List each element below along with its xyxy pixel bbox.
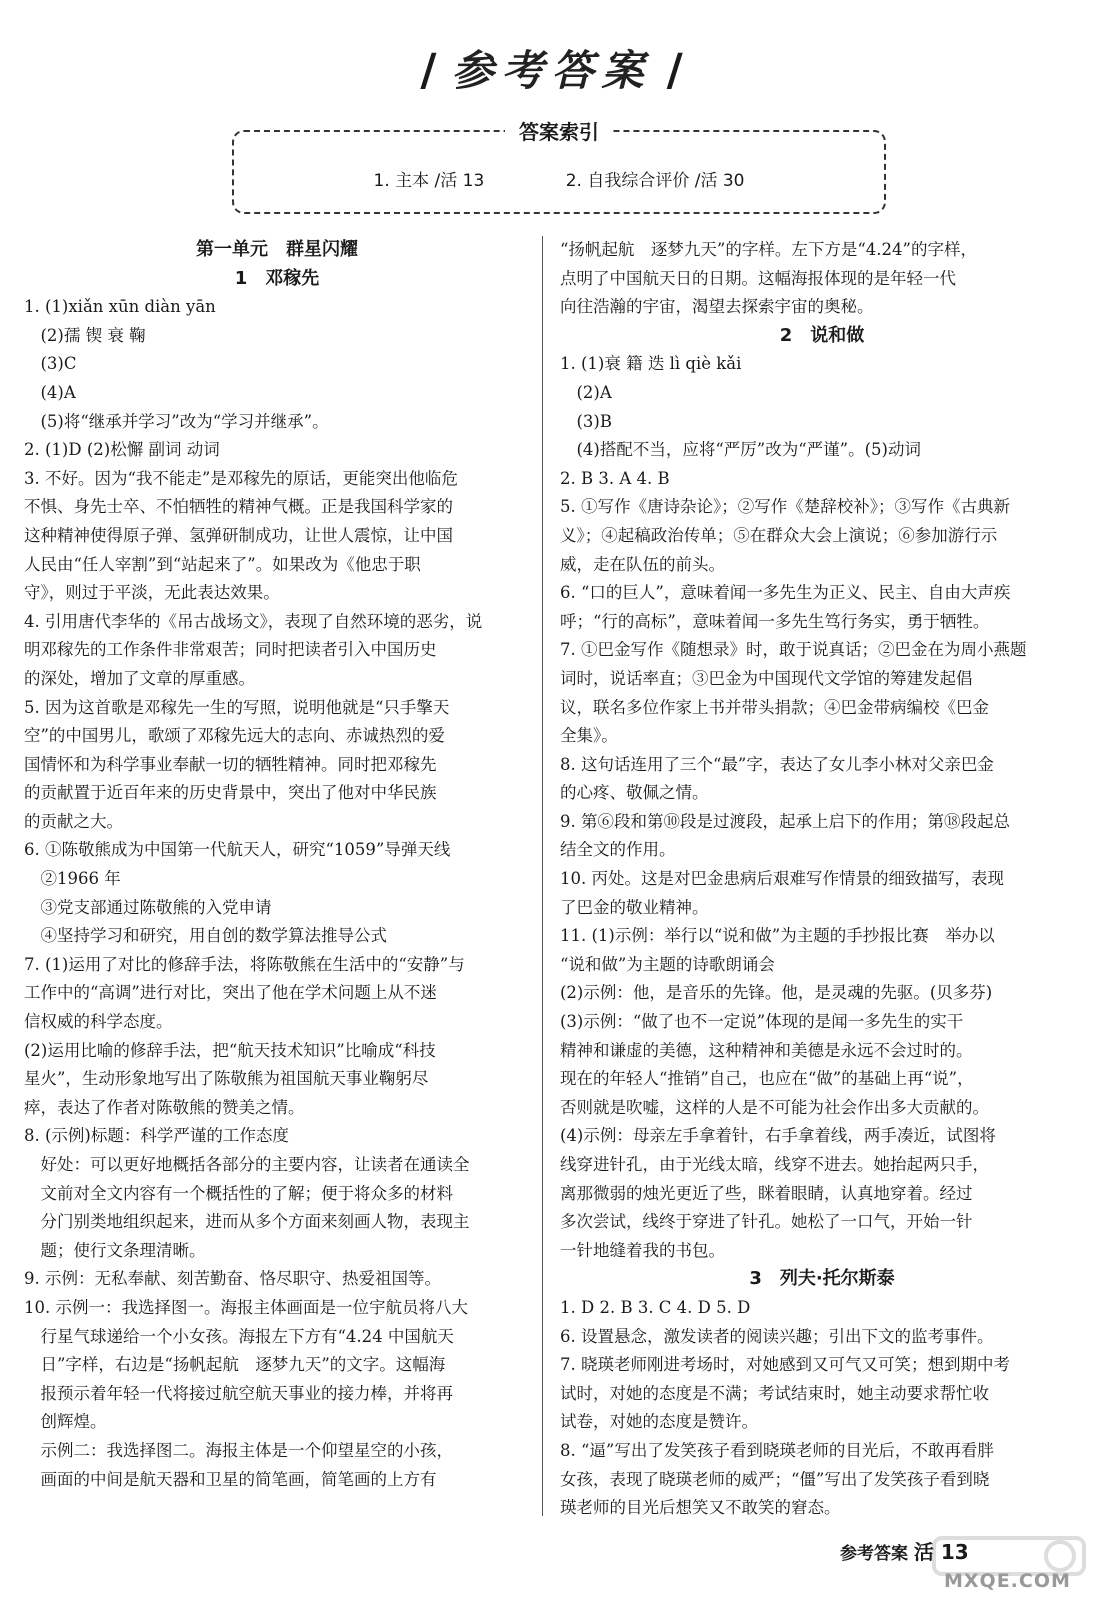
answer-line: 否则就是吹嘘，这样的人是不可能为社会作出多大贡献的。 bbox=[560, 1097, 989, 1117]
answer-line: 10. 示例一：我选择图一。海报主体画面是一位宇航员将八大 bbox=[24, 1297, 468, 1317]
answer-line: (2)示例：他，是音乐的先锋。他，是灵魂的先驱。(贝多芬) bbox=[560, 983, 993, 1003]
answer-line: 精神和谦虚的美德，这种精神和美德是永远不会过时的。 bbox=[560, 1040, 973, 1060]
answer-line: 7. (1)运用了对比的修辞手法，将陈敬熊在生活中的“安静”与 bbox=[24, 954, 465, 974]
answer-line: ②1966 年 bbox=[24, 869, 121, 889]
answer-line: 行星气球递给一个小女孩。海报左下方有“4.24 中国航天 bbox=[24, 1326, 454, 1346]
answer-line: ④坚持学习和研究，用自创的数学算法推导公式 bbox=[24, 926, 387, 946]
answer-line: 瑛老师的目光后想笑又不敢笑的窘态。 bbox=[560, 1498, 841, 1518]
answer-line: 3. 不好。因为“我不能走”是邓稼先的原话，更能突出他临危 bbox=[24, 468, 458, 488]
answer-line: 空”的中国男儿，歌颂了邓稼先远大的志向、赤诚热烈的爱 bbox=[24, 726, 445, 746]
answer-index-box bbox=[232, 120, 886, 214]
answer-line: 义》；④起稿政治传单；⑤在群众大会上演说；⑥参加游行示 bbox=[560, 525, 998, 545]
answer-line: 5. ①写作《唐诗杂论》；②写作《楚辞校补》；③写作《古典新 bbox=[560, 497, 1010, 517]
answer-line: 9. 第⑥段和第⑩段是过渡段，起承上启下的作用；第⑱段起总 bbox=[560, 811, 1010, 831]
answer-line: (4)A bbox=[24, 382, 76, 402]
answer-line: 6. “口的巨人”，意味着闻一多先生为正义、民主、自由大声疾 bbox=[560, 583, 1011, 603]
unit-heading: 第一单元 群星闪耀 bbox=[196, 239, 358, 260]
answer-line: (4)示例：母亲左手拿着针，右手拿着线，两手凑近，试图将 bbox=[560, 1126, 996, 1146]
answer-line: 星火”，生动形象地写出了陈敬熊为祖国航天事业鞠躬尽 bbox=[24, 1069, 429, 1089]
answer-line: 了巴金的敬业精神。 bbox=[560, 897, 709, 917]
answer-line: 示例二：我选择图二。海报主体是一个仰望星空的小孩， bbox=[24, 1440, 453, 1460]
answer-line: 工作中的“高调”进行对比，突出了他在学术问题上从不迷 bbox=[24, 983, 437, 1003]
answer-line: 文前对全文内容有一个概括性的了解；便于将众多的材料 bbox=[24, 1183, 453, 1203]
answer-line: 人民由“任人宰割”到“站起来了”。如果改为《他忠于职 bbox=[24, 554, 421, 574]
answer-line: 向往浩瀚的宇宙，渴望去探索宇宙的奥秘。 bbox=[560, 297, 874, 317]
answer-line: (5)将“继承并学习”改为“学习并继承”。 bbox=[24, 411, 329, 431]
answer-line: 1. (1)xiǎn xūn diàn yān bbox=[24, 297, 216, 317]
answer-line: 画面的中间是航天器和卫星的简笔画，简笔画的上方有 bbox=[24, 1469, 437, 1489]
answer-line: 不惧、身先士卒、不怕牺牲的精神气概。正是我国科学家的 bbox=[24, 497, 453, 517]
page-header bbox=[0, 38, 1103, 98]
answer-line: (3)B bbox=[560, 411, 612, 431]
answer-line: 呼；“行的高标”，意味着闻一多先生笃行务实，勇于牺牲。 bbox=[560, 611, 990, 631]
answer-line: 离那微弱的烛光更近了些，眯着眼睛，认真地穿着。经过 bbox=[560, 1183, 973, 1203]
answer-line: (2)A bbox=[560, 382, 612, 402]
answer-line: “扬帆起航 逐梦九天”的字样。左下方是“4.24”的字样， bbox=[560, 240, 977, 259]
title-slash-left: / bbox=[420, 45, 437, 96]
left-column bbox=[24, 236, 530, 1494]
answer-line: 全集》。 bbox=[560, 726, 618, 746]
answer-line: 国情怀和为科学事业奉献一切的牺牲精神。同时把邓稼先 bbox=[24, 754, 437, 774]
answer-line: 10. 丙处。这是对巴金患病后艰难写作情景的细致描写，表现 bbox=[560, 869, 1004, 889]
answer-line: (4)搭配不当，应将“严厉”改为“严谨”。(5)动词 bbox=[560, 440, 921, 460]
answer-line: 信权威的科学态度。 bbox=[24, 1012, 173, 1032]
answer-line: 好处：可以更好地概括各部分的主要内容，让读者在通读全 bbox=[24, 1155, 470, 1174]
answer-line: 6. 设置悬念，激发读者的阅读兴趣；引出下文的监考事件。 bbox=[560, 1326, 994, 1346]
answer-line: 8. (示例)标题：科学严谨的工作态度 bbox=[24, 1126, 289, 1146]
answer-line: 的贡献之大。 bbox=[24, 811, 123, 831]
answer-line: 7. 晓瑛老师刚进考场时，对她感到又可气又可笑；想到期中考 bbox=[560, 1355, 1010, 1375]
answer-line: 报预示着年轻一代将接过航空航天事业的接力棒，并将再 bbox=[24, 1383, 453, 1403]
answer-line: 分门别类地组织起来，进而从多个方面来刻画人物，表现主 bbox=[24, 1212, 470, 1232]
answer-line: (3)示例：“做了也不一定说”体现的是闻一多先生的实干 bbox=[560, 1012, 964, 1032]
answer-line: “说和做”为主题的诗歌朗诵会 bbox=[560, 954, 775, 974]
lesson-heading: 2 说和做 bbox=[779, 324, 865, 346]
lesson-heading: 1 邓稼先 bbox=[234, 267, 320, 289]
answer-line: (2)运用比喻的修辞手法，把“航天技术知识”比喻成“科技 bbox=[24, 1040, 436, 1060]
answer-line: 瘁，表达了作者对陈敬熊的赞美之情。 bbox=[24, 1097, 305, 1117]
answer-line: 这种精神使得原子弹、氢弹研制成功，让世人震惊，让中国 bbox=[24, 525, 453, 545]
answer-line: 线穿进针孔，由于光线太暗，线穿不进去。她抬起两只手， bbox=[560, 1155, 989, 1174]
answer-line: 守》，则过于平淡，无此表达效果。 bbox=[24, 583, 280, 603]
answer-line: 一针地缝着我的书包。 bbox=[560, 1240, 725, 1260]
answer-index-title: 答案索引 bbox=[505, 120, 613, 144]
answer-index-item-1: 1. 主本 /活 13 bbox=[373, 171, 485, 191]
column-divider bbox=[542, 236, 543, 1516]
answer-line: 2. (1)D (2)松懈 副词 动词 bbox=[24, 440, 220, 460]
answer-line: 多次尝试，线终于穿进了针孔。她松了一口气，开始一针 bbox=[560, 1212, 973, 1232]
answer-line: 试卷，对她的态度是赞许。 bbox=[560, 1412, 758, 1432]
watermark-text: MXQE.COM bbox=[944, 1570, 1071, 1592]
right-column bbox=[560, 236, 1084, 1523]
answer-line: (2)孺 锲 衰 鞠 bbox=[24, 325, 146, 345]
footer-label: 参考答案 bbox=[840, 1544, 908, 1564]
answer-line: 题；使行文条理清晰。 bbox=[24, 1240, 206, 1260]
answer-line: 议，联名多位作家上书并带头捐款；④巴金带病编校《巴金 bbox=[560, 697, 989, 717]
answer-line: 5. 因为这首歌是邓稼先一生的写照，说明他就是“只手擎天 bbox=[24, 697, 450, 717]
title-slash-right: / bbox=[666, 45, 683, 96]
answer-line: 词时，说话率直；③巴金为中国现代文学馆的筹建发起倡 bbox=[560, 668, 973, 688]
answer-line: 1. (1)衰 籍 迭 lì qiè kǎi bbox=[560, 354, 742, 374]
answer-line: 创辉煌。 bbox=[24, 1412, 107, 1432]
page-title: 参考答案 bbox=[451, 46, 652, 95]
answer-line: 的深处，增加了文章的厚重感。 bbox=[24, 668, 255, 688]
answer-line: 9. 示例：无私奉献、刻苦勤奋、恪尽职守、热爱祖国等。 bbox=[24, 1269, 441, 1289]
answer-line: (3)C bbox=[24, 354, 77, 374]
answer-line: 女孩，表现了晓瑛老师的威严；“僵”写出了发笑孩子看到晓 bbox=[560, 1469, 990, 1489]
answer-index-item-2: 2. 自我综合评价 /活 30 bbox=[565, 171, 745, 191]
answer-line: 的心疼、敬佩之情。 bbox=[560, 783, 709, 803]
answer-line: 结全文的作用。 bbox=[560, 840, 676, 860]
answer-line: 2. B 3. A 4. B bbox=[560, 468, 670, 488]
answer-line: 6. ①陈敬熊成为中国第一代航天人，研究“1059”导弹天线 bbox=[24, 840, 451, 860]
answer-line: 4. 引用唐代李华的《吊古战场文》，表现了自然环境的恶劣，说 bbox=[24, 611, 483, 631]
answer-index-row bbox=[234, 166, 884, 191]
answer-line: 明邓稼先的工作条件非常艰苦；同时把读者引入中国历史 bbox=[24, 640, 437, 660]
answer-line: 威，走在队伍的前头。 bbox=[560, 554, 725, 574]
answer-line: 日”字样，右边是“扬帆起航 逐梦九天”的文字。这幅海 bbox=[24, 1355, 446, 1375]
answer-line: 1. D 2. B 3. C 4. D 5. D bbox=[560, 1297, 751, 1317]
answer-line: 现在的年轻人“推销”自己，也应在“做”的基础上再“说”， bbox=[560, 1069, 974, 1089]
answer-line: 8. “逼”写出了发笑孩子看到晓瑛老师的目光后，不敢再看胖 bbox=[560, 1440, 994, 1460]
lesson-heading: 3 列夫·托尔斯泰 bbox=[749, 1268, 895, 1290]
answer-line: ③党支部通过陈敬熊的入党申请 bbox=[24, 897, 272, 917]
page-number: 活 13 bbox=[913, 1540, 969, 1564]
answer-line: 点明了中国航天日的日期。这幅海报体现的是年轻一代 bbox=[560, 268, 956, 288]
answer-line: 试时，对她的态度是不满；考试结束时，她主动要求帮忙收 bbox=[560, 1383, 989, 1403]
answer-line: 的贡献置于近百年来的历史背景中，突出了他对中华民族 bbox=[24, 783, 437, 803]
answer-line: 11. (1)示例：举行以“说和做”为主题的手抄报比赛 举办以 bbox=[560, 926, 995, 946]
answer-line: 7. ①巴金写作《随想录》时，敢于说真话；②巴金在为周小燕题 bbox=[560, 640, 1027, 660]
answer-line: 8. 这句话连用了三个“最”字，表达了女儿李小林对父亲巴金 bbox=[560, 754, 994, 774]
